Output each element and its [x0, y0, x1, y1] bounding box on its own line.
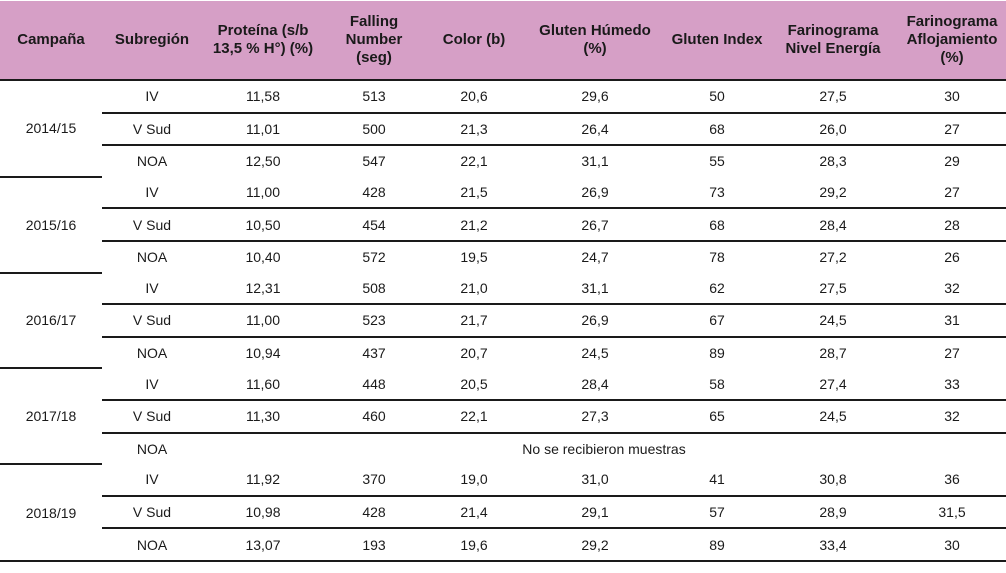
farinogram-softening-cell: 27: [898, 113, 1006, 146]
table-row: [0, 80, 1006, 113]
protein-cell: 11,00: [246, 184, 280, 201]
falling-number-cell: 428: [324, 496, 424, 529]
farinogram-softening-cell: 32: [898, 400, 1006, 433]
color-cell: 22,1: [424, 400, 524, 433]
table-row: [0, 177, 1006, 209]
color-cell: 20,6: [460, 88, 488, 105]
campaign-cell: 2016/17: [0, 273, 102, 369]
farinogram-energy-cell: 27,5: [819, 279, 847, 296]
subregion-cell: NOA: [102, 433, 202, 465]
color-cell: 19,0: [460, 471, 488, 488]
table-row: [0, 368, 1006, 400]
farinogram-softening-cell: 30: [898, 528, 1006, 561]
gluten-index-cell: 55: [666, 145, 768, 177]
table-row: [0, 433, 1006, 465]
wet-gluten-cell: 26,4: [524, 113, 666, 146]
falling-number-cell: 428: [362, 184, 386, 201]
farinogram-softening-cell: 29: [898, 145, 1006, 177]
subregion-cell: IV: [145, 184, 159, 201]
protein-cell: 11,92: [246, 471, 280, 488]
protein-cell: 13,07: [202, 528, 324, 561]
gluten-index-cell: 41: [709, 471, 725, 488]
falling-number-cell: 513: [362, 88, 386, 105]
color-cell: 20,7: [424, 337, 524, 369]
wet-gluten-cell: 29,6: [581, 88, 609, 105]
subregion-cell: NOA: [102, 241, 202, 273]
campaign-cell: 2017/18: [0, 368, 102, 464]
farinogram-energy-cell: 29,2: [819, 184, 847, 201]
table-row: [0, 113, 1006, 146]
farinogram-energy-cell: 24,5: [768, 304, 898, 337]
subregion-cell: NOA: [102, 145, 202, 177]
falling-number-cell: 508: [362, 279, 386, 296]
campaign-cell: 2014/15: [0, 80, 102, 177]
subregion-cell: V Sud: [102, 304, 202, 337]
falling-number-cell: 193: [324, 528, 424, 561]
subregion-cell: V Sud: [102, 400, 202, 433]
subregion-cell: IV: [145, 279, 159, 296]
protein-cell: 10,40: [202, 241, 324, 273]
wet-gluten-cell: 27,3: [524, 400, 666, 433]
farinogram-energy-cell: 27,4: [819, 375, 847, 392]
gluten-index-cell: 73: [709, 184, 725, 201]
gluten-index-cell: 50: [709, 88, 725, 105]
farinogram-softening-cell: 33: [944, 375, 960, 392]
col-header-gluten-index: Gluten Index: [666, 1, 768, 81]
table-row: [0, 241, 1006, 273]
table-header: [0, 1, 1006, 81]
col-header-subregion: Subregión: [102, 1, 202, 81]
falling-number-cell: 454: [324, 208, 424, 241]
table-row: [0, 304, 1006, 337]
col-header-falling-number: Falling Number (seg): [324, 1, 424, 81]
subregion-cell: IV: [145, 88, 159, 105]
gluten-index-cell: 62: [709, 279, 725, 296]
wet-gluten-cell: 31,0: [581, 471, 609, 488]
falling-number-cell: 523: [324, 304, 424, 337]
farinogram-softening-cell: 32: [944, 279, 960, 296]
wet-gluten-cell: 24,5: [524, 337, 666, 369]
gluten-index-cell: 68: [666, 208, 768, 241]
table-row: [0, 400, 1006, 433]
falling-number-cell: 460: [324, 400, 424, 433]
subregion-cell: V Sud: [102, 113, 202, 146]
subregion-cell: V Sud: [102, 496, 202, 529]
falling-number-cell: 572: [324, 241, 424, 273]
protein-cell: 11,00: [202, 304, 324, 337]
wet-gluten-cell: 31,1: [524, 145, 666, 177]
color-cell: 21,4: [424, 496, 524, 529]
subregion-cell: IV: [145, 471, 159, 488]
gluten-index-cell: 78: [666, 241, 768, 273]
wet-gluten-cell: 31,1: [581, 279, 609, 296]
color-cell: 19,6: [424, 528, 524, 561]
table-row: [0, 496, 1006, 529]
protein-cell: 11,30: [202, 400, 324, 433]
gluten-index-cell: 67: [666, 304, 768, 337]
gluten-index-cell: 57: [666, 496, 768, 529]
farinogram-softening-cell: 27: [898, 337, 1006, 369]
gluten-index-cell: 58: [709, 375, 725, 392]
wet-gluten-cell: 29,2: [524, 528, 666, 561]
gluten-index-cell: 89: [666, 528, 768, 561]
table-row: [0, 208, 1006, 241]
falling-number-cell: 437: [324, 337, 424, 369]
falling-number-cell: 500: [324, 113, 424, 146]
color-cell: 21,7: [424, 304, 524, 337]
campaign-cell: 2015/16: [0, 177, 102, 273]
color-cell: 19,5: [424, 241, 524, 273]
protein-cell: 11,60: [246, 375, 280, 392]
table-body: [0, 80, 1006, 561]
gluten-index-cell: 68: [666, 113, 768, 146]
table-row: [0, 464, 1006, 496]
wet-gluten-cell: 29,1: [524, 496, 666, 529]
farinogram-energy-cell: 27,5: [819, 88, 847, 105]
color-cell: 20,5: [460, 375, 488, 392]
farinogram-energy-cell: 24,5: [768, 400, 898, 433]
protein-cell: 11,58: [246, 88, 280, 105]
col-header-farinogram-energy: Farinograma Nivel Energía: [768, 1, 898, 81]
no-samples-note: No se recibieron muestras: [202, 433, 1006, 465]
farinogram-softening-cell: 36: [944, 471, 960, 488]
falling-number-cell: 370: [362, 471, 386, 488]
protein-cell: 12,31: [245, 279, 281, 296]
color-cell: 22,1: [424, 145, 524, 177]
color-cell: 21,5: [460, 184, 488, 201]
subregion-cell: NOA: [102, 337, 202, 369]
farinogram-energy-cell: 33,4: [768, 528, 898, 561]
farinogram-energy-cell: 30,8: [819, 471, 847, 488]
farinogram-softening-cell: 28: [898, 208, 1006, 241]
farinogram-energy-cell: 28,9: [768, 496, 898, 529]
farinogram-energy-cell: 26,0: [768, 113, 898, 146]
subregion-cell: NOA: [102, 528, 202, 561]
col-header-color: Color (b): [424, 1, 524, 81]
table-row: [0, 273, 1006, 305]
wet-gluten-cell: 26,9: [524, 304, 666, 337]
campaign-cell: 2018/19: [0, 464, 102, 561]
gluten-index-cell: 65: [666, 400, 768, 433]
farinogram-energy-cell: 27,2: [768, 241, 898, 273]
farinogram-softening-cell: 30: [944, 88, 960, 105]
color-cell: 21,0: [460, 279, 488, 296]
farinogram-softening-cell: 31,5: [898, 496, 1006, 529]
protein-cell: 10,50: [202, 208, 324, 241]
gluten-index-cell: 89: [666, 337, 768, 369]
col-header-campaign: Campaña: [0, 1, 102, 81]
protein-cell: 12,50: [202, 145, 324, 177]
wet-gluten-cell: 26,9: [581, 184, 609, 201]
table-row: [0, 337, 1006, 369]
col-header-wet-gluten: Gluten Húmedo (%): [524, 1, 666, 81]
falling-number-cell: 547: [324, 145, 424, 177]
subregion-cell: V Sud: [102, 208, 202, 241]
farinogram-energy-cell: 28,7: [768, 337, 898, 369]
farinogram-softening-cell: 31: [898, 304, 1006, 337]
table-row: [0, 145, 1006, 177]
header-row: [0, 1, 1006, 81]
farinogram-energy-cell: 28,3: [768, 145, 898, 177]
wet-gluten-cell: 28,4: [581, 375, 609, 392]
col-header-protein: Proteína (s/b 13,5 % H°) (%): [202, 1, 324, 81]
farinogram-softening-cell: 27: [944, 184, 960, 201]
falling-number-cell: 448: [362, 375, 386, 392]
col-header-farinogram-softening: Farinograma Aflojamiento (%): [898, 1, 1006, 81]
table-row: [0, 528, 1006, 561]
farinogram-energy-cell: 28,4: [768, 208, 898, 241]
protein-cell: 10,94: [202, 337, 324, 369]
protein-cell: 10,98: [202, 496, 324, 529]
protein-cell: 11,01: [202, 113, 324, 146]
subregion-cell: IV: [145, 375, 159, 392]
wet-gluten-cell: 26,7: [524, 208, 666, 241]
color-cell: 21,2: [424, 208, 524, 241]
wet-gluten-cell: 24,7: [524, 241, 666, 273]
farinogram-softening-cell: 26: [898, 241, 1006, 273]
color-cell: 21,3: [424, 113, 524, 146]
